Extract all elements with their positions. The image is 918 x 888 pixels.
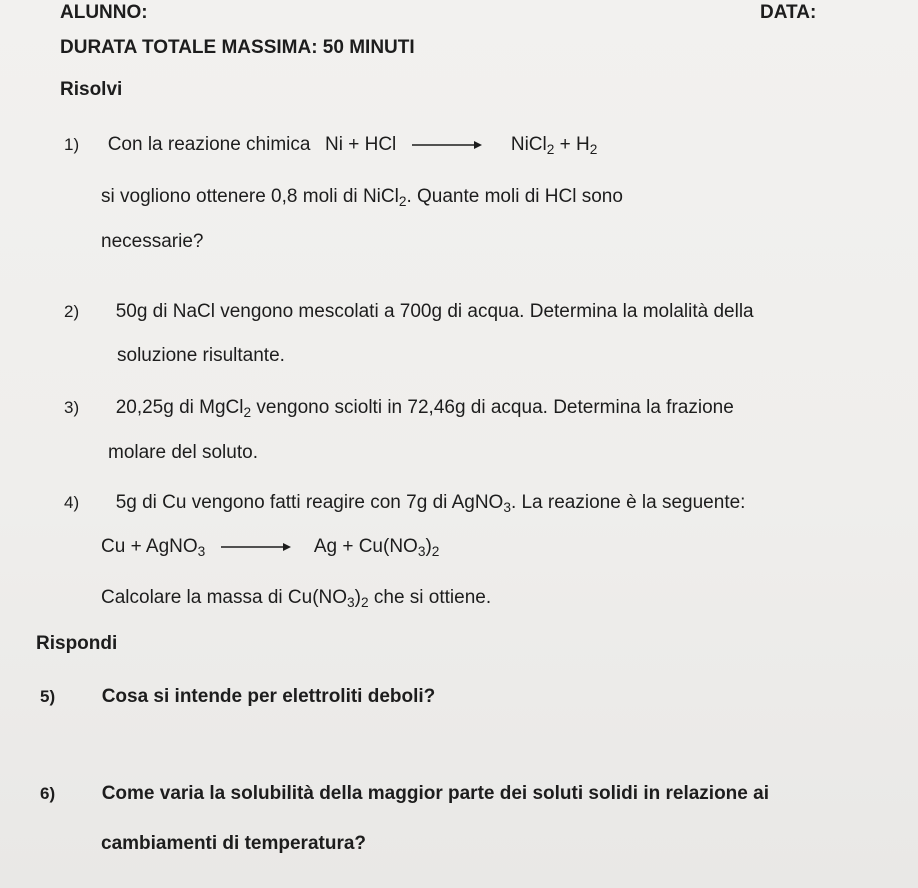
section-title-solve: Risolvi <box>60 79 123 100</box>
question-1-product-1-subscript: 2 <box>546 141 555 157</box>
question-1-number: 1) <box>64 135 80 154</box>
question-5-line <box>40 686 435 708</box>
question-1-reactants: Ni + HCl <box>325 134 397 155</box>
question-4-eq-right-subscript-2: 2 <box>431 543 440 559</box>
question-1-line-3: necessarie? <box>101 231 204 252</box>
question-4-eq-left-subscript: 3 <box>197 543 206 559</box>
duration-label: DURATA TOTALE MASSIMA: 50 MINUTI <box>60 37 415 58</box>
question-5-number: 5) <box>40 687 56 706</box>
question-6-line-1 <box>40 783 769 805</box>
student-label: ALUNNO: <box>60 2 148 23</box>
question-4-number: 4) <box>64 493 80 512</box>
question-4-line-3 <box>101 587 491 609</box>
question-4-eq-right-subscript-1: 3 <box>417 543 426 559</box>
question-3-text-after: vengono sciolti in 72,46g di acqua. Determina la frazione <box>251 397 734 418</box>
question-6-line-2: cambiamenti di temperatura? <box>101 833 367 854</box>
question-1-line-1 <box>64 134 597 156</box>
question-2-line-2: soluzione risultante. <box>117 345 285 366</box>
question-4-equation <box>101 536 439 558</box>
question-4-eq-right-a: Ag + Cu(NO <box>313 536 418 557</box>
question-2-line-1 <box>64 301 754 323</box>
question-4-line-3-before: Calcolare la massa di <box>101 587 283 608</box>
question-4-text-before: 5g di Cu vengono fatti reagire con 7g di AgNO <box>115 492 504 513</box>
question-6-number: 6) <box>40 784 56 803</box>
question-1-line-2-formula: NiCl <box>362 186 399 207</box>
question-4-eq-right-b: ) <box>425 536 432 557</box>
question-1-prefix: Con la reazione chimica <box>107 134 311 155</box>
question-4-line-3-after: che si ottiene. <box>368 587 492 608</box>
question-3-number: 3) <box>64 398 80 417</box>
question-1-line-2 <box>101 186 623 208</box>
question-3-line-2: molare del soluto. <box>108 442 258 463</box>
question-4-eq-left: Cu + AgNO <box>101 536 198 557</box>
question-2-text-1: 50g di NaCl vengono mescolati a 700g di acqua. Determina la molalità della <box>115 301 754 322</box>
question-1-product-2-subscript: 2 <box>589 141 598 157</box>
section-title-answer: Rispondi <box>36 633 118 654</box>
question-4-line-3-formula-a: Cu(NO <box>287 587 348 608</box>
question-2-number: 2) <box>64 302 80 321</box>
question-3-subscript: 2 <box>243 404 252 420</box>
question-4-subscript: 3 <box>503 499 511 515</box>
question-4-text-after: . La reazione è la seguente: <box>510 492 746 513</box>
question-1-line-2-after: . Quante moli di HCl sono <box>406 186 623 207</box>
question-3-line-1 <box>64 397 734 419</box>
question-3-text-before: 20,25g di MgCl <box>115 397 244 418</box>
question-4-line-3-formula-b: ) <box>354 587 361 608</box>
question-1-product-1: NiCl <box>510 134 547 155</box>
question-1-line-2-formula-subscript: 2 <box>398 193 407 209</box>
date-label: DATA: <box>760 2 817 23</box>
question-4-line-1 <box>64 492 745 514</box>
question-4-line-3-subscript-1: 3 <box>347 594 355 610</box>
reaction-arrow-icon <box>412 140 482 150</box>
question-4-line-3-subscript-2: 2 <box>360 594 369 610</box>
question-5-text: Cosa si intende per elettroliti deboli? <box>101 686 436 707</box>
question-1-product-2: + H <box>559 134 590 155</box>
question-1-line-2-before: si vogliono ottenere 0,8 moli di <box>101 186 358 207</box>
question-6-text-1: Come varia la solubilità della maggior parte dei soluti solidi in relazione ai <box>101 783 769 804</box>
reaction-arrow-icon <box>221 542 291 552</box>
